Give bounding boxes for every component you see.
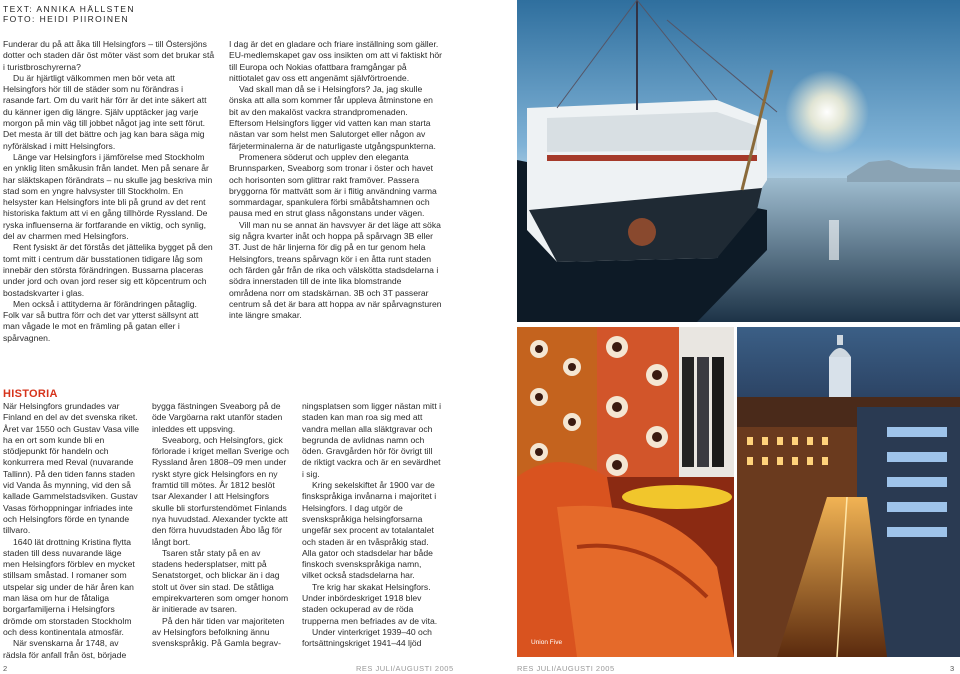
night-city-image [737, 327, 960, 657]
paragraph: Länge var Helsingfors i jämförelse med Stockholm en ynklig liten småkusin från landet. Men på senare år har släktskapen förändrats – nu skulle jag beskriva min stad som en yngre halvsyster till Stockholm. En helsyster kan Helsingfors inte bli på grund av det rent historiska faktum att vi en gång tillhörde Ryssland. De ryska influenserna är fortfarande en viktig, och synlig, del av charmen med Helsingfors. [3, 151, 213, 242]
magazine-footer-left: RES JULI/AUGUSTI 2005 [356, 664, 454, 673]
byline-author: TEXT: ANNIKA HÄLLSTEN [3, 4, 135, 14]
paragraph: bygga fästningen Sveaborg på de öde Vargöarna rakt utanför staden inleddes ett uppsving. [152, 401, 283, 434]
main-text-column-2 [229, 39, 442, 321]
paragraph: Under vinterkriget 1939–40 och fortsättningskriget 1941–44 ljöd [302, 626, 432, 649]
paragraph: 1640 lät drottning Kristina flytta staden till dess nuvarande läge men Helsingfors förblev en mycket stillsam småstad. I romaner som utspelar sig under de här åren kan man läsa om hur de fåtaliga borgarfamiljerna i Helsingfors drömde om storstaden Stockholm och dess kontinentala atmosfär. [3, 536, 135, 637]
harbour-ship-image [517, 0, 960, 322]
paragraph: Rent fysiskt är det förstås det jättelika bygget på den tomt mitt i centrum där busstationen tidigare låg som innebär den största förändringen. Bussarna placeras under jord och ovan jord reser sig ett köpcentrum och bostadskvarter i glas. [3, 242, 213, 298]
paragraph: När svenskarna år 1748, av rädsla för anfall från öst, började [3, 638, 127, 660]
paragraph: Men också i attityderna är förändringen påtaglig. Folk var så buttra förr och det var ytterst sällsynt att man vågade le mot en främling på gatan eller i spårvagnen. [3, 298, 199, 343]
paragraph: Vill man nu se annat än havsvyer är det läge att söka sig några kvarter inåt och hoppa på spårvagn 3B eller 3T. Just de här linjerna för dig på en tur genom hela Helsingfors, treans spårvagn kör i en åtta runt staden och färden går från de rika och välskötta stadsdelarna i södra innerstaden till de inte lika blomstrande områdena norr om stadskärnan. 3B och 3T passerar centrum så det är bara att hoppa av när spårvagnsturen inte längre smakar. [229, 219, 442, 321]
history-heading: HISTORIA [3, 388, 58, 400]
paragraph: Tsaren står staty på en av stadens hedersplatser, mitt på Senatstorget, och blickar än i dag stolt ut över sin stad. De ståtliga empirekvarteren som omger honom är initierade av tsaren. [152, 547, 289, 615]
paragraph: Kring sekelskiftet år 1900 var de finskspråkiga invånarna i majoritet i Helsingfors. I dag utgör de svenskspråkiga helsingforsarna ungefär sex procent av totalantalet och staden är en tvåspråkig stad. Alla gator och stadsdelar har både finskoch svenskspråkiga namn, vilket också stadsdelarna har. [302, 480, 437, 581]
night-city-photo [737, 327, 960, 657]
history-column-1 [3, 401, 140, 661]
page-number-right: 3 [950, 664, 955, 673]
history-column-2 [152, 401, 290, 650]
paragraph: Du är hjärtligt välkommen men bör veta att Helsingfors hör till de städer som nu förändras i rasande fart. Om du varit här förr är det inte säkert att du känner igen dig längre. Själv upptäcker jag varje morgon på min väg till jobbet något jag inte sett förut. Det mesta är till det bättre och jag kan bara säga mig nyförälskad i mitt Helsingfors. [3, 72, 207, 151]
photo-caption: Union Five [531, 639, 563, 646]
paragraph: När Helsingfors grundades var Finland en del av det svenska riket. Året var 1550 och Gustav Vasa ville ha en ort som kunde bli en stödjepunkt för handeln och konkurrera med Reval (nuvarande Tallinn). På den tiden fanns staden vid Vanda ås mynning, vid den så kallade Gammelstadsviken. Gustav Vasas förhoppningar infriades inte och Helsingfors förde en tynande tillvaro. [3, 401, 139, 536]
paragraph: I dag är det en gladare och friare inställning som gäller. EU-medlemskapet gav oss insikten om att vi faktiskt hör till Europa och Nokias ofattbara framgångar på nittiotalet gav oss ett angenämt självförtroende. [229, 39, 443, 83]
interior-photo [517, 327, 734, 657]
paragraph: Sveaborg, och Helsingfors, gick förlorade i kriget mellan Sverige och Ryssland åren 1808–09 men under ryskt styre gick Helsingfors en ny framtid till mötes. År 1812 beslöt tsar Alexander I att Helsingfors skulle bli storfurstendömet Finlands nya huvudstad. Alexander tyckte att den förra huvudstaden Åbo låg för långt bort. [152, 434, 290, 547]
paragraph: ningsplatsen som ligger nästan mitt i staden kan man roa sig med att vandra mellan alla släktgravar och begrunda de avlidnas namn och öden. Gravgården hör för övrigt till de riktigt vackra och är en sevärdhet i sig. [302, 401, 442, 479]
magazine-footer-right: RES JULI/AUGUSTI 2005 [517, 664, 615, 673]
main-text-column-1 [3, 39, 215, 344]
paragraph: Tre krig har skakat Helsingfors. Under inbördeskriget 1918 blev staden ockuperad av de röda trupperna men befriades av de vita. [302, 581, 438, 626]
paragraph: Funderar du på att åka till Helsingfors – till Östersjöns dotter och staden där öst möter väst som det brukar stå i turistbroschyrerna? [3, 39, 215, 72]
interior-image [517, 327, 734, 657]
page-number-left: 2 [3, 664, 8, 673]
byline [3, 4, 135, 24]
paragraph: På den här tiden var majoriteten av Helsingfors befolkning ännu svenskspråkig. På Gamla begrav- [152, 615, 285, 649]
byline-photographer: FOTO: HEIDI PIIROINEN [3, 14, 130, 24]
harbour-ship-photo [517, 0, 960, 322]
paragraph: Vad skall man då se i Helsingfors? Ja, jag skulle önska att alla som kommer får uppleva åtminstone en bit av den makalöst vackra strandpromenaden. Eftersom Helsingfors ligger vid vatten kan man starta nästan var som helst men Salutorget eller någon av färjeterminalerna är de naturligaste utgångspunkterna. [229, 84, 436, 151]
history-column-3 [302, 401, 442, 650]
paragraph: Promenera söderut och upplev den eleganta Brunnsparken, Sveaborg som tronar i öster och havet och horisonten som glittrar rakt framöver. Passera bryggorna för mattvätt som är i flitig användning varma sommardagar, spankulera förbi småbåtshamnen och pausa med en strut glass någonstans under vägen. [229, 151, 437, 219]
